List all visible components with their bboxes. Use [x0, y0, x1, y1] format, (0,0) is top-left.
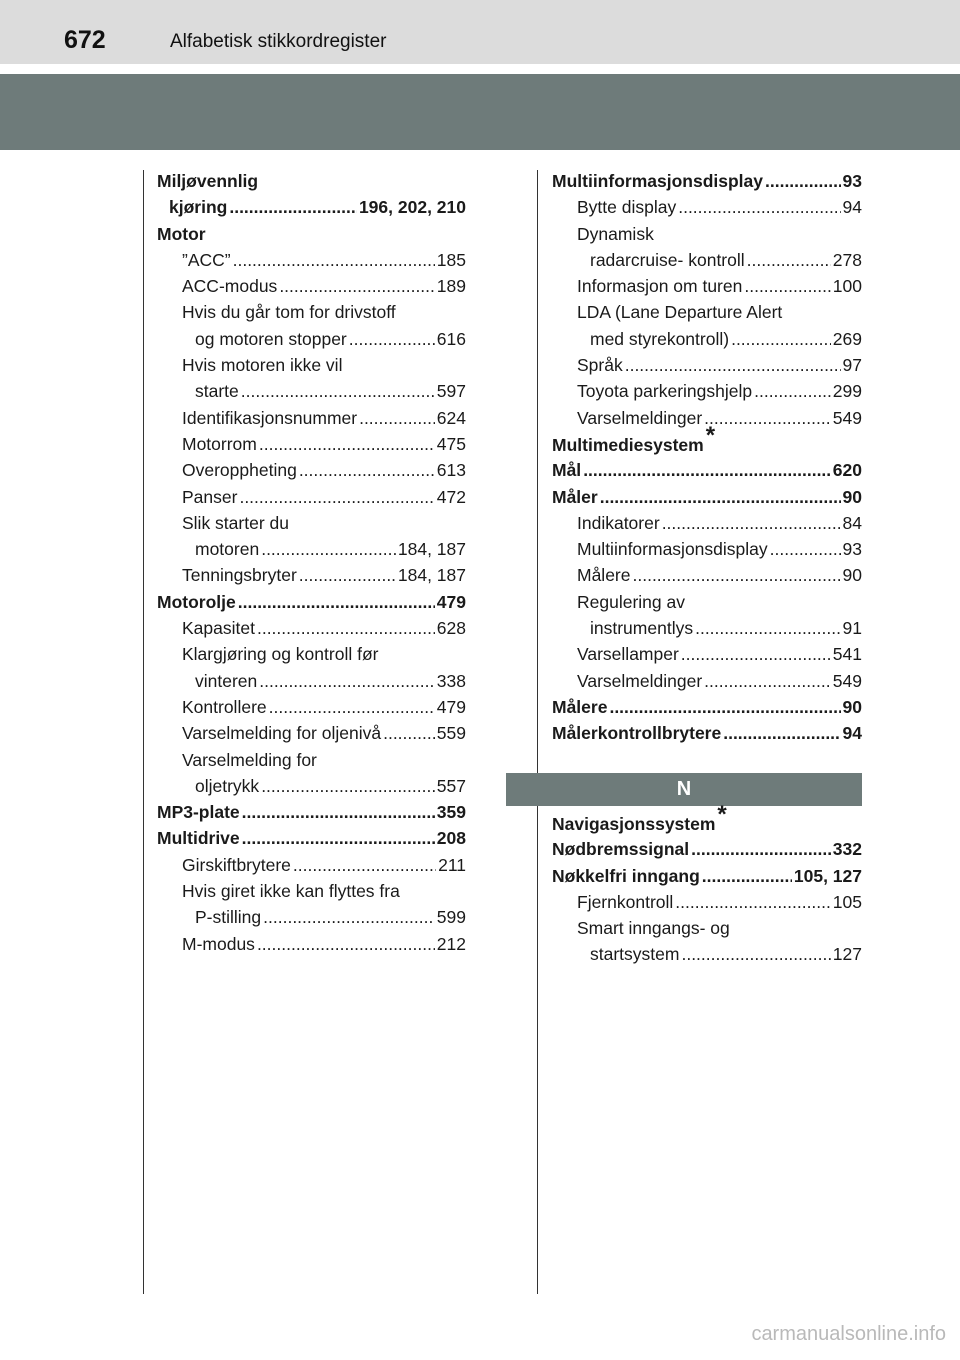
dot-leader — [704, 668, 831, 694]
dot-leader — [747, 247, 831, 273]
dot-leader — [299, 562, 396, 588]
dot-leader — [662, 510, 841, 536]
index-entry — [182, 484, 466, 510]
index-entry — [590, 247, 862, 273]
entry-term: Målerkontrollbrytere — [552, 723, 722, 744]
dot-leader — [233, 247, 435, 273]
dot-leader — [731, 326, 831, 352]
entry-term: Nøkkelfri inngang — [552, 865, 700, 886]
index-entry — [157, 589, 466, 615]
dot-leader — [359, 405, 435, 431]
dot-leader — [681, 641, 831, 667]
dot-leader — [583, 457, 831, 483]
dot-leader — [723, 720, 840, 746]
entry-term: motoren — [195, 539, 260, 560]
index-entry — [552, 720, 862, 746]
entry-term: Motorolje — [157, 591, 236, 612]
entry-page: 90 — [842, 486, 862, 507]
index-entry — [552, 801, 862, 836]
entry-page: 549 — [832, 670, 862, 691]
index-entry — [169, 194, 466, 220]
entry-page: 185 — [436, 249, 466, 270]
entry-page: 613 — [436, 460, 466, 481]
dot-leader — [691, 836, 831, 862]
index-entry — [552, 836, 862, 862]
dot-leader — [770, 536, 841, 562]
entry-term: radarcruise- kontroll — [590, 249, 745, 270]
entry-page: 84 — [842, 512, 862, 533]
entry-term: Toyota parkeringshjelp — [577, 381, 753, 402]
index-entry — [552, 421, 862, 457]
index-entry — [552, 694, 862, 720]
entry-term: Regulering av — [577, 591, 685, 612]
entry-term: Målere — [577, 565, 631, 586]
entry-page: 105, 127 — [793, 865, 862, 886]
entry-page: 97 — [842, 355, 862, 376]
entry-page: 479 — [436, 696, 466, 717]
dot-leader — [675, 889, 831, 915]
dot-leader — [633, 562, 841, 588]
entry-page: 559 — [436, 723, 466, 744]
entry-page: 212 — [436, 933, 466, 954]
index-entry — [577, 273, 862, 299]
dot-leader — [299, 457, 435, 483]
dot-leader — [754, 378, 831, 404]
entry-page: 541 — [832, 644, 862, 665]
index-entry — [577, 536, 862, 562]
dot-leader — [349, 326, 435, 352]
index-entry — [577, 589, 862, 615]
middle-column-rule — [537, 170, 538, 1294]
entry-page: 624 — [436, 407, 466, 428]
index-entry — [195, 668, 466, 694]
dot-leader — [259, 668, 435, 694]
index-entry — [195, 326, 466, 352]
entry-term: Informasjon om turen — [577, 276, 743, 297]
dot-leader — [259, 431, 435, 457]
entry-term: LDA (Lane Departure Alert — [577, 302, 783, 323]
entry-page: 479 — [436, 591, 466, 612]
dot-leader — [600, 484, 841, 510]
index-entry — [577, 352, 862, 378]
dot-leader — [242, 825, 435, 851]
dot-leader — [695, 615, 840, 641]
entry-term: Dynamisk — [577, 223, 654, 244]
entry-page: 91 — [842, 618, 862, 639]
header-bar — [0, 0, 960, 64]
entry-term: ACC-modus — [182, 276, 278, 297]
entry-page: 628 — [436, 618, 466, 639]
index-entry — [182, 405, 466, 431]
entry-term: Varsellamper — [577, 644, 679, 665]
dot-leader — [257, 615, 435, 641]
index-entry — [590, 326, 862, 352]
index-column-left — [157, 168, 466, 957]
left-column-rule — [143, 170, 144, 1294]
index-entry — [182, 694, 466, 720]
entry-page: 597 — [436, 381, 466, 402]
header-banner — [0, 74, 960, 150]
entry-page: 549 — [832, 407, 862, 428]
dot-leader — [744, 273, 830, 299]
section-letter-bar: N — [506, 773, 862, 806]
entry-page: 127 — [832, 944, 862, 965]
entry-term: og motoren stopper — [195, 328, 347, 349]
index-entry — [182, 457, 466, 483]
entry-page: 599 — [436, 907, 466, 928]
entry-term: Målere — [552, 696, 608, 717]
entry-term: Hvis motoren ikke vil — [182, 355, 343, 376]
index-entry — [195, 536, 466, 562]
entry-term: Smart inngangs- og — [577, 918, 730, 939]
entry-page: 269 — [832, 328, 862, 349]
entry-page: 94 — [842, 723, 862, 744]
index-entry — [195, 773, 466, 799]
index-entry — [552, 484, 862, 510]
index-entry — [195, 378, 466, 404]
index-entry — [182, 247, 466, 273]
entry-page: 93 — [842, 539, 862, 560]
entry-term: Varselmeldinger — [577, 670, 703, 691]
index-entry — [182, 299, 466, 325]
dot-leader — [625, 352, 841, 378]
index-entry — [195, 904, 466, 930]
entry-page: 620 — [832, 460, 862, 481]
entry-page: 100 — [832, 276, 862, 297]
index-entry — [577, 668, 862, 694]
index-entry — [182, 615, 466, 641]
index-entry — [182, 273, 466, 299]
page-title: Alfabetisk stikkordregister — [170, 31, 387, 52]
dot-leader — [293, 852, 436, 878]
entry-term: Identifikasjonsnummer — [182, 407, 358, 428]
dot-leader — [609, 694, 840, 720]
entry-page: 472 — [436, 486, 466, 507]
entry-page: 332 — [832, 839, 862, 860]
entry-term: Motorrom — [182, 433, 257, 454]
dot-leader — [702, 863, 792, 889]
index-entry — [182, 878, 466, 904]
entry-term: Bytte display — [577, 197, 677, 218]
index-entry — [577, 915, 862, 941]
entry-term: Hvis giret ikke kan flyttes fra — [182, 881, 400, 902]
index-entry — [577, 641, 862, 667]
dot-leader — [239, 484, 434, 510]
index-entry — [182, 431, 466, 457]
entry-term: Overoppheting — [182, 460, 297, 481]
entry-page: 475 — [436, 433, 466, 454]
dot-leader — [238, 589, 435, 615]
dot-leader — [678, 194, 840, 220]
index-entry — [552, 168, 862, 194]
watermark: carmanualsonline.info — [751, 1323, 946, 1345]
entry-term: Varselmelding for oljenivå — [182, 723, 382, 744]
entry-term: Kapasitet — [182, 618, 255, 639]
dot-leader — [263, 904, 435, 930]
dot-leader — [279, 273, 434, 299]
index-entry — [182, 510, 466, 536]
dot-leader — [257, 931, 435, 957]
dot-leader — [704, 405, 831, 431]
entry-page: 184, 187 — [397, 539, 466, 560]
index-entry — [182, 720, 466, 746]
entry-page: 299 — [832, 381, 862, 402]
entry-term: starte — [195, 381, 239, 402]
entry-page: 93 — [842, 171, 862, 191]
entry-term: Motor — [157, 223, 206, 244]
entry-term: Varselmelding for — [182, 749, 317, 770]
index-entry — [182, 852, 466, 878]
entry-term: Varselmeldinger — [577, 407, 703, 428]
index-column-right-bottom — [552, 801, 862, 968]
entry-page: 208 — [436, 828, 466, 849]
entry-term: Fjernkontroll — [577, 891, 674, 912]
entry-page: 616 — [436, 328, 466, 349]
entry-term: startsystem — [590, 944, 680, 965]
entry-term: Girskiftbrytere — [182, 854, 291, 875]
entry-term: instrumentlys — [590, 618, 694, 639]
dot-leader — [241, 378, 435, 404]
entry-term: oljetrykk — [195, 775, 260, 796]
entry-term: Multiinformasjonsdisplay — [577, 539, 768, 560]
entry-term: Slik starter du — [182, 512, 289, 533]
entry-term: Klargjøring og kontroll før — [182, 644, 379, 665]
dot-leader — [383, 720, 435, 746]
entry-page: 196, 202, 210 — [358, 197, 466, 218]
entry-term: Hvis du går tom for drivstoff — [182, 302, 396, 323]
entry-term: M-modus — [182, 933, 255, 954]
index-entry — [577, 221, 862, 247]
entry-term: Multiinformasjonsdisplay — [552, 171, 763, 191]
entry-term: Multimediesystem — [552, 434, 704, 455]
entry-term: Indikatorer — [577, 512, 660, 533]
index-entry — [157, 221, 466, 247]
index-entry — [577, 194, 862, 220]
index-entry — [157, 168, 466, 194]
index-entry — [577, 378, 862, 404]
entry-term: Multidrive — [157, 828, 240, 849]
index-entry — [182, 641, 466, 667]
entry-term: vinteren — [195, 670, 258, 691]
index-entry — [182, 931, 466, 957]
entry-page: 211 — [438, 854, 466, 875]
entry-term: Kontrollere — [182, 696, 267, 717]
dot-leader — [229, 194, 357, 220]
index-entry — [552, 863, 862, 889]
entry-page: 184, 187 — [397, 565, 466, 586]
index-entry — [577, 510, 862, 536]
index-entry — [157, 799, 466, 825]
index-entry — [590, 615, 862, 641]
entry-term: med styrekontroll) — [590, 328, 730, 349]
index-entry — [577, 889, 862, 915]
dot-leader — [765, 168, 841, 194]
dot-leader — [269, 694, 435, 720]
asterisk-icon: * — [717, 801, 727, 828]
entry-term: Panser — [182, 486, 238, 507]
index-entry — [157, 825, 466, 851]
index-entry — [577, 405, 862, 431]
entry-term: MP3-plate — [157, 802, 240, 823]
entry-page: 278 — [832, 249, 862, 270]
entry-term: Navigasjonssystem — [552, 814, 716, 834]
entry-term: Miljøvennlig — [157, 171, 259, 191]
entry-term: P-stilling — [195, 907, 262, 928]
dot-leader — [261, 773, 435, 799]
entry-term: Måler — [552, 486, 598, 507]
entry-page: 105 — [832, 891, 862, 912]
index-entry — [182, 562, 466, 588]
dot-leader — [681, 941, 830, 967]
entry-page: 557 — [436, 775, 466, 796]
entry-term: Tenningsbryter — [182, 565, 297, 586]
entry-page: 90 — [842, 565, 862, 586]
index-entry — [182, 747, 466, 773]
entry-page: 359 — [436, 802, 466, 823]
entry-term: Språk — [577, 355, 623, 376]
entry-page: 94 — [842, 197, 862, 218]
entry-page: 90 — [842, 696, 862, 717]
entry-term: Nødbremssignal — [552, 839, 690, 860]
dot-leader — [261, 536, 396, 562]
page-number: 672 — [64, 26, 106, 54]
entry-term: ”ACC” — [182, 249, 231, 270]
index-column-right-top — [552, 168, 862, 747]
entry-term: kjøring — [169, 197, 228, 218]
index-entry — [552, 457, 862, 483]
asterisk-icon: * — [705, 421, 716, 449]
entry-page: 338 — [436, 670, 466, 691]
index-entry — [577, 562, 862, 588]
entry-page: 189 — [436, 276, 466, 297]
index-entry — [577, 299, 862, 325]
entry-term: Mål — [552, 460, 582, 481]
dot-leader — [242, 799, 435, 825]
index-entry — [590, 941, 862, 967]
index-entry — [182, 352, 466, 378]
